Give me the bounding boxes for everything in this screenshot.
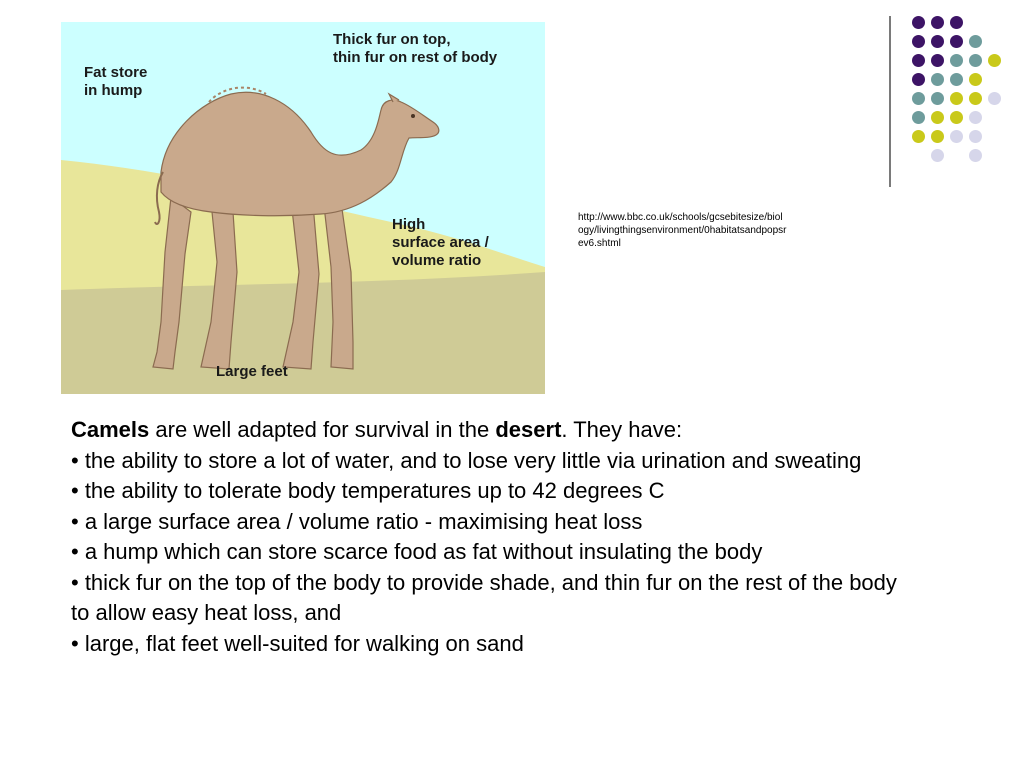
decor-dot bbox=[912, 130, 925, 143]
decor-dot bbox=[969, 35, 982, 48]
bullet-item: • the ability to store a lot of water, and to lose very little via urination and sweating bbox=[71, 447, 862, 473]
decor-dot bbox=[931, 149, 944, 162]
camel-illustration bbox=[61, 22, 545, 394]
decor-dot bbox=[931, 92, 944, 105]
decor-dot bbox=[912, 35, 925, 48]
bullet-item: • the ability to tolerate body temperatures up to 42 degrees C bbox=[71, 478, 665, 503]
bullet-item: • a hump which can store scarce food as fat without insulating the body bbox=[71, 539, 763, 564]
label-surface-area: High surface area / volume ratio bbox=[392, 216, 489, 269]
source-url-text: http://www.bbc.co.uk/schools/gcsebitesize/biology/livingthingsenvironment/0habitatsandpopsrev6.shtml bbox=[578, 212, 787, 249]
decor-dot bbox=[969, 130, 982, 143]
bullet-item: • large, flat feet well-suited for walking on sand bbox=[71, 630, 524, 656]
decor-dot bbox=[950, 111, 963, 124]
decor-dot bbox=[988, 92, 1001, 105]
decor-dot bbox=[950, 54, 963, 67]
decor-dot bbox=[931, 130, 944, 143]
decor-divider bbox=[889, 16, 891, 187]
decor-dot bbox=[950, 16, 963, 29]
decor-dot bbox=[969, 149, 982, 162]
decor-dot bbox=[969, 54, 982, 67]
decor-dot bbox=[950, 35, 963, 48]
decor-dot bbox=[931, 35, 944, 48]
decor-dot bbox=[950, 73, 963, 86]
decor-dot bbox=[931, 16, 944, 29]
label-large-feet: Large feet bbox=[216, 363, 288, 380]
decor-dot bbox=[912, 92, 925, 105]
decor-dot bbox=[969, 111, 982, 124]
camels-term: Camels bbox=[71, 417, 150, 442]
label-fur: Thick fur on top, thin fur on rest of body bbox=[333, 31, 498, 66]
intro-end: . They have: bbox=[561, 417, 683, 442]
decor-dot bbox=[988, 54, 1001, 67]
decor-dot bbox=[950, 92, 963, 105]
decor-dot bbox=[931, 73, 944, 86]
decor-dot bbox=[912, 54, 925, 67]
decor-dot bbox=[912, 111, 925, 124]
decor-dot bbox=[931, 54, 944, 67]
decor-dot bbox=[931, 111, 944, 124]
desert-term: desert bbox=[495, 417, 562, 442]
body-text bbox=[71, 415, 901, 659]
decor-dot bbox=[969, 92, 982, 105]
label-fat-store: Fat store in hump bbox=[84, 64, 148, 99]
intro-line bbox=[71, 415, 901, 446]
intro-middle: are well adapted for survival in the bbox=[149, 417, 496, 442]
bullet-item: • a large surface area / volume ratio - maximising heat loss bbox=[71, 508, 643, 534]
bullet-item: • thick fur on the top of the body to provide shade, and thin fur on the rest of the body to allow easy heat loss, and bbox=[71, 569, 897, 625]
decor-dot bbox=[969, 73, 982, 86]
decor-dot bbox=[912, 73, 925, 86]
decor-dot bbox=[912, 16, 925, 29]
decor-dot bbox=[950, 130, 963, 143]
